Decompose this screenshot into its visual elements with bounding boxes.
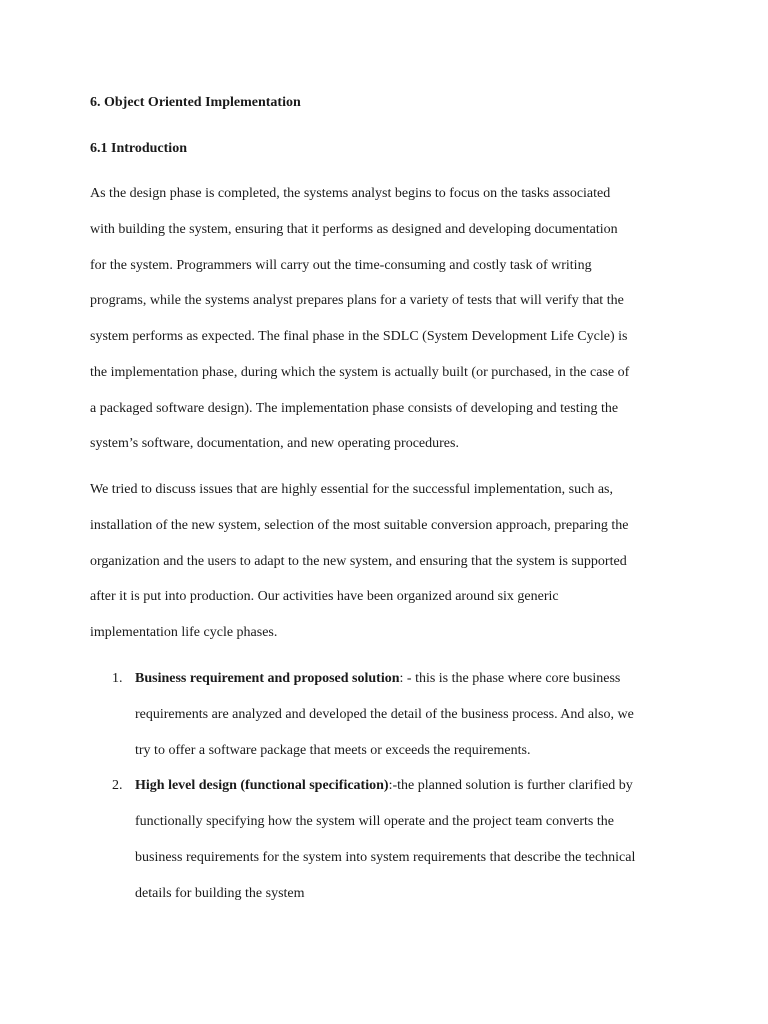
list-item-number: 1. bbox=[112, 671, 123, 686]
list-item-first-line bbox=[135, 777, 633, 795]
paragraph-line: implementation life cycle phases. bbox=[90, 625, 278, 640]
paragraph-line: after it is put into production. Our activities have been organized around six generic bbox=[90, 589, 559, 604]
list-item-term: Business requirement and proposed solution bbox=[135, 671, 400, 686]
paragraph-line: As the design phase is completed, the systems analyst begins to focus on the tasks associated bbox=[90, 186, 611, 201]
list-item-term: High level design (functional specification) bbox=[135, 778, 389, 793]
paragraph-line: We tried to discuss issues that are highly essential for the successful implementation, such as, bbox=[90, 482, 613, 497]
paragraph-line: a packaged software design). The implementation phase consists of developing and testing the bbox=[90, 401, 619, 416]
list-item-line: details for building the system bbox=[135, 886, 305, 901]
paragraph-line: installation of the new system, selection of the most suitable conversion approach, preparing the bbox=[90, 518, 629, 533]
list-item-line: business requirements for the system into system requirements that describe the technical bbox=[135, 850, 636, 865]
list-item-text: : - this is the phase where core business bbox=[399, 671, 621, 686]
paragraph-line: system performs as expected. The final phase in the SDLC (System Development Life Cycle) is bbox=[90, 329, 628, 344]
subsection-title: 6.1 Introduction bbox=[90, 141, 187, 156]
paragraph-line: for the system. Programmers will carry out the time-consuming and costly task of writing bbox=[90, 258, 592, 273]
list-item-first-line bbox=[135, 670, 620, 688]
paragraph-line: the implementation phase, during which the system is actually built (or purchased, in the case of bbox=[90, 365, 630, 380]
paragraph-line: organization and the users to adapt to the new system, and ensuring that the system is supported bbox=[90, 554, 627, 569]
list-item-line: requirements are analyzed and developed the detail of the business process. And also, we bbox=[135, 707, 634, 722]
paragraph-line: with building the system, ensuring that it performs as designed and developing documentation bbox=[90, 222, 618, 237]
section-title: 6. Object Oriented Implementation bbox=[90, 95, 301, 110]
list-item-line: functionally specifying how the system will operate and the project team converts the bbox=[135, 814, 614, 829]
paragraph-line: programs, while the systems analyst prepares plans for a variety of tests that will verify that the bbox=[90, 293, 624, 308]
list-item-text: :-the planned solution is further clarified by bbox=[388, 778, 633, 793]
list-item-number: 2. bbox=[112, 778, 123, 793]
list-item-line: try to offer a software package that meets or exceeds the requirements. bbox=[135, 743, 531, 758]
paragraph-line: system’s software, documentation, and new operating procedures. bbox=[90, 436, 459, 451]
